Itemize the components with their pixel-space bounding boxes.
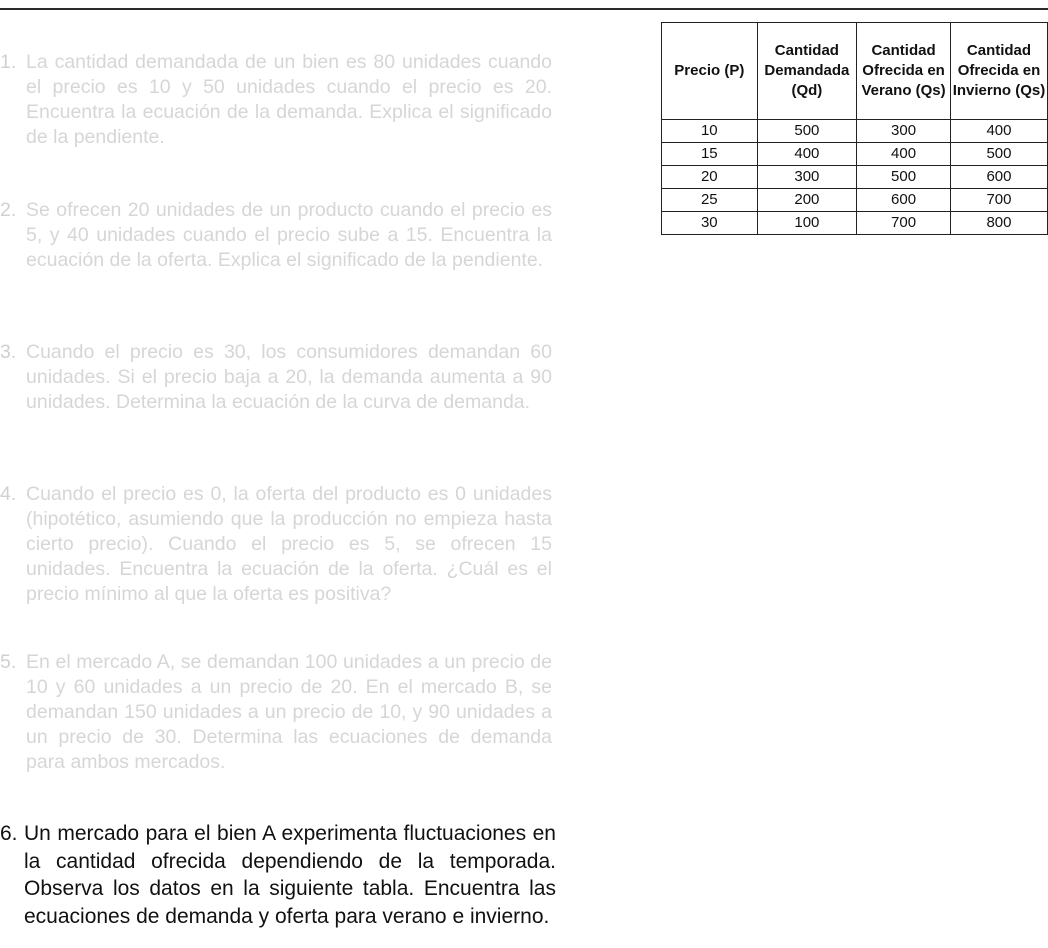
problem-2 <box>0 198 560 273</box>
cell-price: 30 <box>662 212 758 235</box>
problem-number: 1. <box>0 51 17 73</box>
cell-supply-summer: 600 <box>857 189 951 212</box>
cell-supply-winter: 500 <box>950 143 1047 166</box>
cell-supply-winter: 700 <box>950 189 1047 212</box>
header-supply-winter-label: Cantidad Ofrecida en Invierno (Qs) <box>952 42 1046 99</box>
cell-price: 10 <box>662 120 758 143</box>
header-price: Precio (P) <box>662 23 758 120</box>
problem-6 <box>0 820 556 930</box>
problem-text: Cuando el precio es 0, la oferta del producto es 0 unidades (hipotético, asumiendo que la producción no empieza hasta cierto precio). Cuando el precio es 5, se ofrecen 15 unidades. Encuentra la ecuación de la oferta. ¿Cuál es el precio mínimo al que la oferta es positiva? <box>26 483 552 605</box>
problem-number: 5. <box>0 651 17 673</box>
table-row <box>662 166 1048 189</box>
data-table <box>661 22 1048 235</box>
table-row <box>662 143 1048 166</box>
cell-price: 25 <box>662 189 758 212</box>
problem-text: Cuando el precio es 30, los consumidores demandan 60 unidades. Si el precio baja a 20, la demanda aumenta a 90 unidades. Determina la ecuación de la curva de demanda. <box>26 341 552 413</box>
header-supply-winter <box>950 23 1047 120</box>
problem-4 <box>0 482 560 607</box>
cell-supply-summer: 700 <box>857 212 951 235</box>
cell-demand: 500 <box>757 120 857 143</box>
cell-supply-winter: 600 <box>950 166 1047 189</box>
problem-text: Un mercado para el bien A experimenta fluctuaciones en la cantidad ofrecida dependiendo de la temporada. Observa los datos en la siguiente tabla. Encuentra las ecuaciones de demanda y oferta para verano e invierno. <box>24 822 556 928</box>
cell-price: 15 <box>662 143 758 166</box>
table-row <box>662 212 1048 235</box>
cell-supply-winter: 400 <box>950 120 1047 143</box>
problem-text: Se ofrecen 20 unidades de un producto cuando el precio es 5, y 40 unidades cuando el precio sube a 15. Encuentra la ecuación de la oferta. Explica el significado de la pendiente. <box>26 199 552 271</box>
cell-supply-summer: 500 <box>857 166 951 189</box>
cell-demand: 100 <box>757 212 857 235</box>
cell-supply-winter: 800 <box>950 212 1047 235</box>
problem-5 <box>0 650 560 775</box>
problem-text: La cantidad demandada de un bien es 80 unidades cuando el precio es 10 y 50 unidades cuando el precio es 20. Encuentra la ecuación de la demanda. Explica el significado de la pendiente. <box>26 51 552 148</box>
table-row <box>662 120 1048 143</box>
problem-text: En el mercado A, se demandan 100 unidades a un precio de 10 y 60 unidades a un precio de 20. En el mercado B, se demandan 150 unidades a un precio de 10, y 90 unidades a un precio de 30. Determina las ecuaciones de demanda para ambos mercados. <box>26 651 552 773</box>
header-supply-summer: Cantidad Ofrecida en Verano (Qs) <box>857 23 951 120</box>
cell-supply-summer: 400 <box>857 143 951 166</box>
problem-number: 2. <box>0 199 17 221</box>
cell-price: 20 <box>662 166 758 189</box>
problem-number: 3. <box>0 341 17 363</box>
header-demand: Cantidad Demandada (Qd) <box>757 23 857 120</box>
cell-demand: 300 <box>757 166 857 189</box>
problem-number: 6. <box>0 822 18 845</box>
top-rule <box>0 8 1048 10</box>
problem-3 <box>0 340 560 415</box>
cell-supply-summer: 300 <box>857 120 951 143</box>
table-row <box>662 189 1048 212</box>
table-header-row <box>662 23 1048 120</box>
cell-demand: 400 <box>757 143 857 166</box>
cell-demand: 200 <box>757 189 857 212</box>
problem-number: 4. <box>0 483 17 505</box>
problem-1 <box>0 50 560 150</box>
